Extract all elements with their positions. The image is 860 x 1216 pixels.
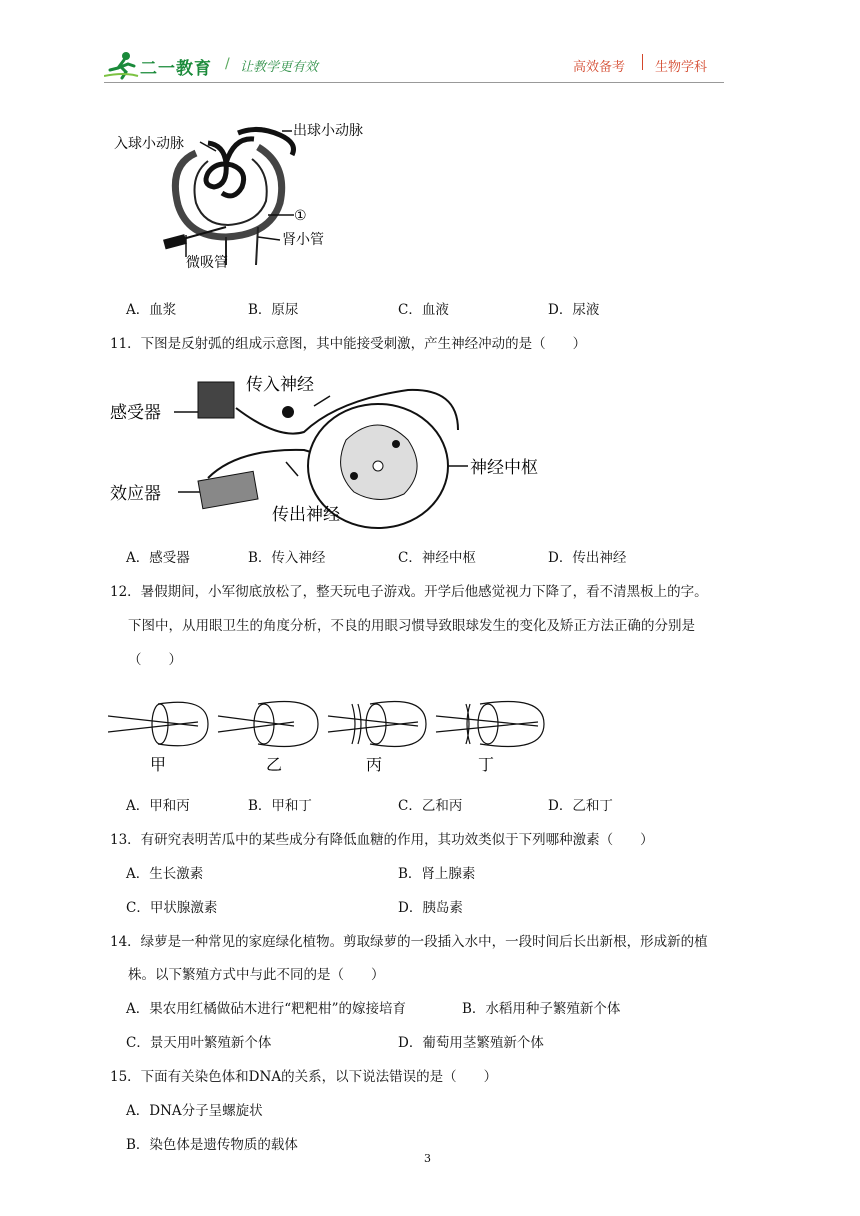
q14-option-d: D．葡萄用茎繁殖新个体 <box>398 1035 544 1051</box>
q13-option-a: A．生长激素 <box>126 866 204 882</box>
eye-bing <box>328 702 426 747</box>
q10-option-a: A．血浆 <box>126 302 177 318</box>
q12-option-c: C．乙和丙 <box>398 798 463 814</box>
q14-line-1: 14．绿萝是一种常见的家庭绿化植物。剪取绿萝的一段插入水中，一段时间后长出新根，形成新的植 <box>110 934 708 950</box>
label-out-arteriole: 出球小动脉 <box>293 123 363 139</box>
q10-option-d: D．尿液 <box>548 302 600 318</box>
q12-option-d: D．乙和丁 <box>548 798 613 814</box>
label-bing: 丙 <box>366 755 383 774</box>
header-right-left: 高效备考 <box>573 60 626 75</box>
q11-option-a: A．感受器 <box>126 550 190 566</box>
page-number: 3 <box>424 1152 431 1165</box>
q10-option-c: C．血液 <box>398 302 449 318</box>
q13-option-d: D．胰岛素 <box>398 900 463 916</box>
receptor-icon <box>198 382 234 418</box>
q11-stem: 11．下图是反射弧的组成示意图，其中能接受刺激，产生神经冲动的是（ ） <box>110 336 587 352</box>
effector-icon <box>198 471 258 508</box>
q11-option-d: D．传出神经 <box>548 550 627 566</box>
label-ding: 丁 <box>478 755 495 774</box>
label-marker-1: ① <box>294 208 307 224</box>
q14-option-c: C．景天用叶繁殖新个体 <box>126 1035 272 1051</box>
q14-option-a: A．果农用红橘做砧木进行“粑粑柑”的嫁接培育 <box>126 1001 407 1017</box>
label-afferent: 传入神经 <box>246 375 314 395</box>
q12-option-b: B．甲和丁 <box>248 798 312 814</box>
label-yi: 乙 <box>266 755 283 774</box>
header-rule <box>104 82 724 83</box>
q10-option-b: B．原尿 <box>248 302 299 318</box>
label-effector: 效应器 <box>110 484 161 504</box>
brand-name: 二一教育 <box>140 59 212 79</box>
q13-option-c: C．甲状腺激素 <box>126 900 218 916</box>
eye-yi <box>218 702 318 747</box>
q12-line-2: 下图中，从用眼卫生的角度分析，不良的用眼习惯导致眼球发生的变化及矫正方法正确的分别是 <box>128 618 695 634</box>
q15-option-b: B．染色体是遗传物质的载体 <box>126 1137 298 1153</box>
nephron-figure <box>108 115 368 275</box>
header-slash: / <box>225 56 230 72</box>
q12-option-a: A．甲和丙 <box>126 798 190 814</box>
eye-diagrams-figure <box>108 690 548 780</box>
q13-option-b: B．肾上腺素 <box>398 866 476 882</box>
label-tubule: 肾小管 <box>282 232 324 248</box>
q14-line-2: 株。以下繁殖方式中与此不同的是（ ） <box>128 967 385 983</box>
label-efferent: 传出神经 <box>272 505 340 525</box>
micropipette-icon <box>163 234 187 249</box>
q15-stem: 15．下面有关染色体和DNA的关系，以下说法错误的是（ ） <box>110 1069 498 1085</box>
label-micropipette: 微吸管 <box>186 255 228 271</box>
label-center: 神经中枢 <box>470 458 538 478</box>
q11-option-b: B．传入神经 <box>248 550 326 566</box>
reflex-arc-figure <box>108 370 568 530</box>
label-jia: 甲 <box>150 755 167 774</box>
label-in-arteriole: 入球小动脉 <box>114 136 184 152</box>
header-divider <box>642 54 643 70</box>
q14-option-b: B．水稻用种子繁殖新个体 <box>462 1001 621 1017</box>
eye-ding <box>436 702 544 747</box>
q13-stem: 13．有研究表明苦瓜中的某些成分有降低血糖的作用，其功效类似于下列哪种激素（ ） <box>110 832 654 848</box>
header-right-right: 生物学科 <box>655 60 708 75</box>
q15-option-a: A．DNA分子呈螺旋状 <box>126 1103 263 1119</box>
header-slogan: 让教学更有效 <box>240 60 319 75</box>
q12-line-3: （ ） <box>128 652 182 668</box>
q11-option-c: C．神经中枢 <box>398 550 476 566</box>
q12-line-1: 12．暑假期间，小军彻底放松了，整天玩电子游戏。开学后他感觉视力下降了，看不清黑板上的字。 <box>110 584 708 600</box>
label-receptor: 感受器 <box>110 403 161 423</box>
eye-jia <box>108 702 208 746</box>
